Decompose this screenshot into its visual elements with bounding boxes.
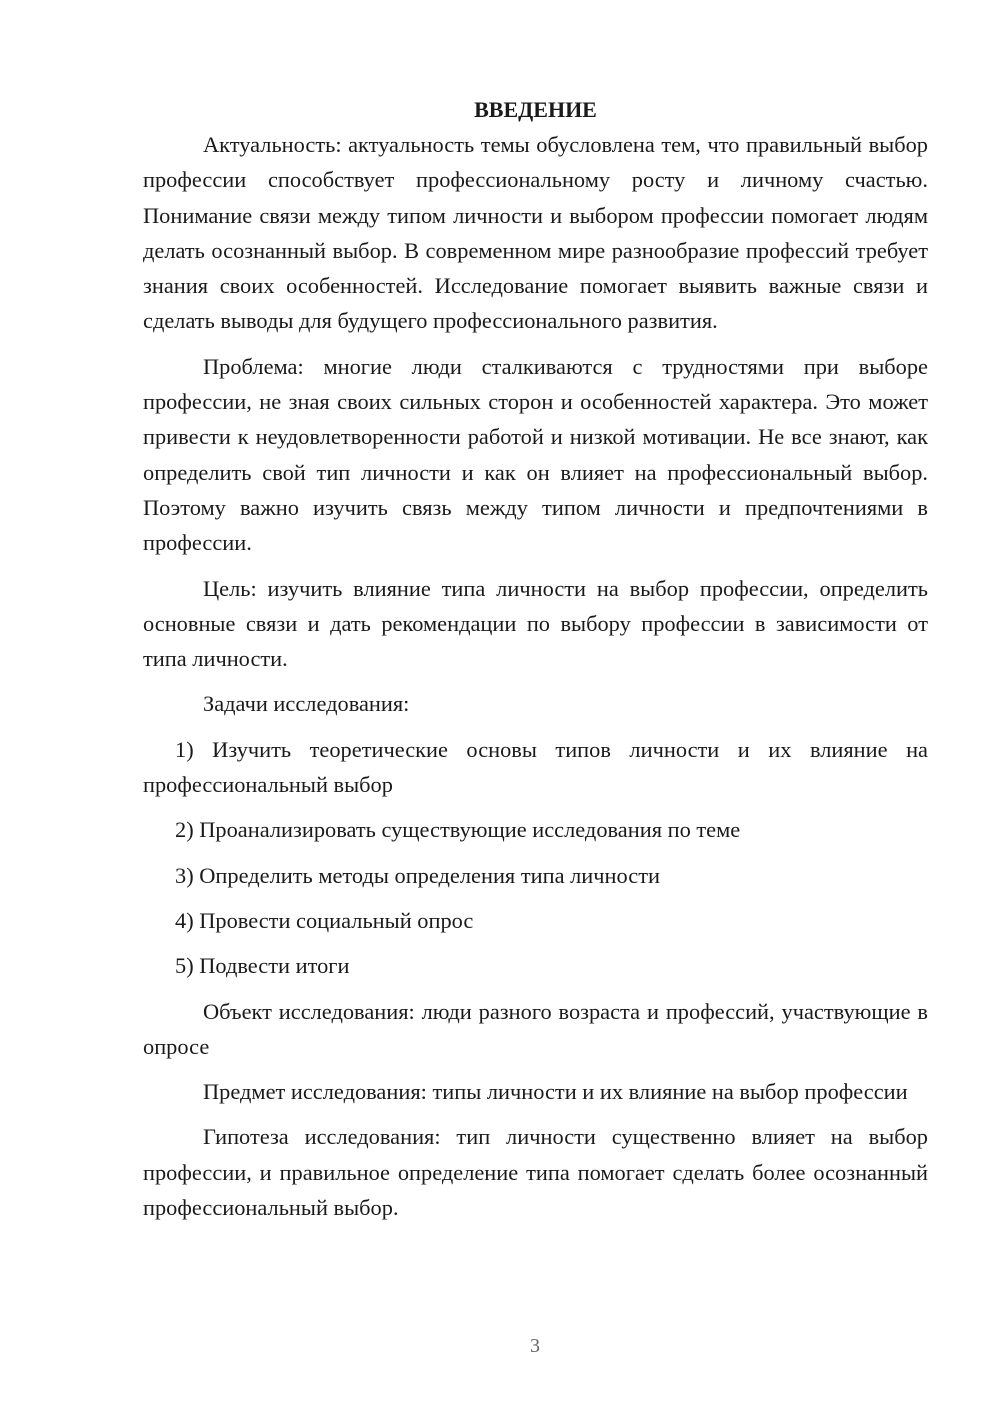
subject-paragraph: Предмет исследования: типы личности и их влияние на выбор профессии <box>203 1079 908 1105</box>
task-item-1: 1) Изучить теоретические основы типов личности и их влияние на профессиональный выбор <box>143 736 928 798</box>
task-item-3: 3) Определить методы определения типа личности <box>175 862 660 888</box>
task-item-2: 2) Проанализировать существующие исследования по теме <box>175 817 741 843</box>
page-number: 3 <box>530 1335 540 1357</box>
relevance-paragraph: Актуальность: актуальность темы обусловлена тем, что правильный выбор профессии способствует профессиональному росту и личному счастью. Понимание связи между типом личности и выбором профессии помогает людям делать осознанный выбор. В современном мире разнообразие профессий требует знания своих особенностей. Исследование помогает выявить важные связи и сделать выводы для будущего профессионального развития. <box>143 132 928 334</box>
document-page <box>143 92 928 1235</box>
hypothesis-paragraph: Гипотеза исследования: тип личности существенно влияет на выбор профессии, и правильное определение типа помогает сделать более осознанный профессиональный выбор. <box>143 1124 928 1221</box>
problem-paragraph: Проблема: многие люди сталкиваются с трудностями при выборе профессии, не зная своих сильных сторон и особенностей характера. Это может привести к неудовлетворенности работой и низкой мотивации. Не все знают, как определить свой тип личности и как он влияет на профессиональный выбор. Поэтому важно изучить связь между типом личности и предпочтениями в профессии. <box>143 353 928 556</box>
tasks-heading: Задачи исследования: <box>203 691 410 717</box>
page-title: ВВЕДЕНИЕ <box>474 97 597 122</box>
task-item-5: 5) Подвести итоги <box>175 953 350 979</box>
goal-paragraph: Цель: изучить влияние типа личности на выбор профессии, определить основные связи и дать рекомендации по выбору профессии в зависимости от типа личности. <box>143 575 928 672</box>
object-paragraph: Объект исследования: люди разного возраста и профессий, участвующие в опросе <box>143 998 928 1059</box>
tasks-list <box>143 732 928 984</box>
task-item-4: 4) Провести социальный опрос <box>175 907 474 933</box>
